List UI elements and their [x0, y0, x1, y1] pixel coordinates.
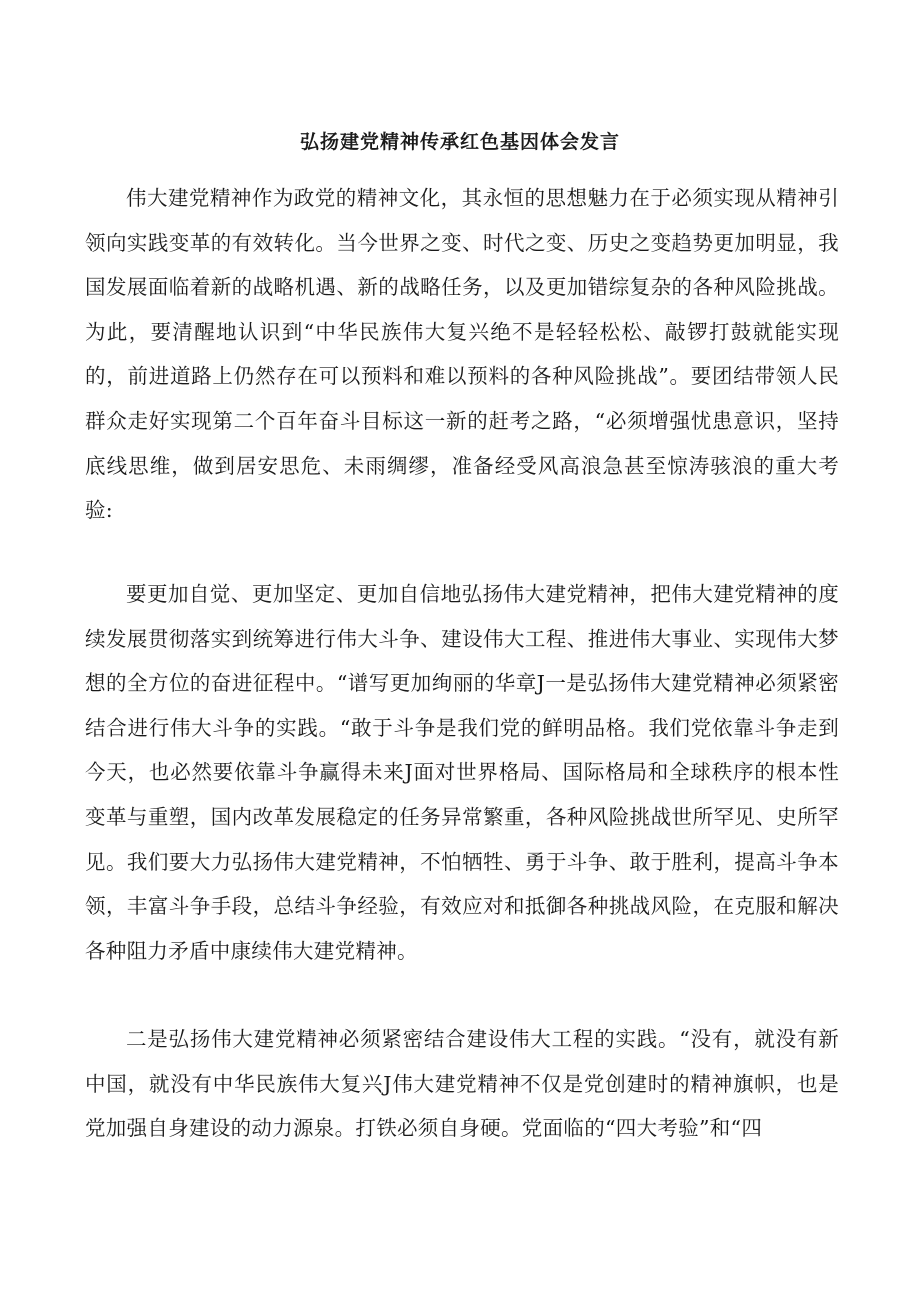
paragraph-1: 伟大建党精神作为政党的精神文化，其永恒的思想魅力在于必须实现从精神引领向实践变革的有效转化。当今世界之变、时代之变、历史之变趋势更加明显，我国发展面临着新的战略机遇、新的战略任务，以及更加错综复杂的各种风险挑战。为此，要清醒地认识到“中华民族伟大复兴绝不是轻轻松松、敲锣打鼓就能实现的，前进道路上仍然存在可以预料和难以预料的各种风险挑战”。要团结带领人民群众走好实现第二个百年奋斗目标这一新的赶考之路，“必须增强忧患意识，坚持底线思维，做到居安思危、未雨绸缪，准备经受风高浪急甚至惊涛骇浪的重大考验: — [85, 186, 839, 523]
document-title: 弘扬建党精神传承红色基因体会发言 — [299, 131, 620, 153]
paragraph-3: 二是弘扬伟大建党精神必须紧密结合建设伟大工程的实践。“没有，就没有新中国，就没有中华民族伟大复兴J伟大建党精神不仅是党创建时的精神旗帜，也是党加强自身建设的动力源泉。打铁必须自身硬。党面临的“四大考验”和“四 — [85, 1027, 839, 1141]
paragraph-2: 要更加自觉、更加坚定、更加自信地弘扬伟大建党精神，把伟大建党精神的度续发展贯彻落实到统筹进行伟大斗争、建设伟大工程、推进伟大事业、实现伟大梦想的全方位的奋进征程中。“谱写更加绚丽的华章J一是弘扬伟大建党精神必须紧密结合进行伟大斗争的实践。“敢于斗争是我们党的鲜明品格。我们党依靠斗争走到今天，也必然要依靠斗争赢得未来J面对世界格局、国际格局和全球秩序的根本性变革与重塑，国内改革发展稳定的任务异常繁重，各种风险挑战世所罕见、史所罕见。我们要大力弘扬伟大建党精神，不怕牺牲、勇于斗争、敢于胜利，提高斗争本领，丰富斗争手段，总结斗争经验，有效应对和抵御各种挑战风险，在克服和解决各种阻力矛盾中康续伟大建党精神。 — [85, 582, 839, 963]
